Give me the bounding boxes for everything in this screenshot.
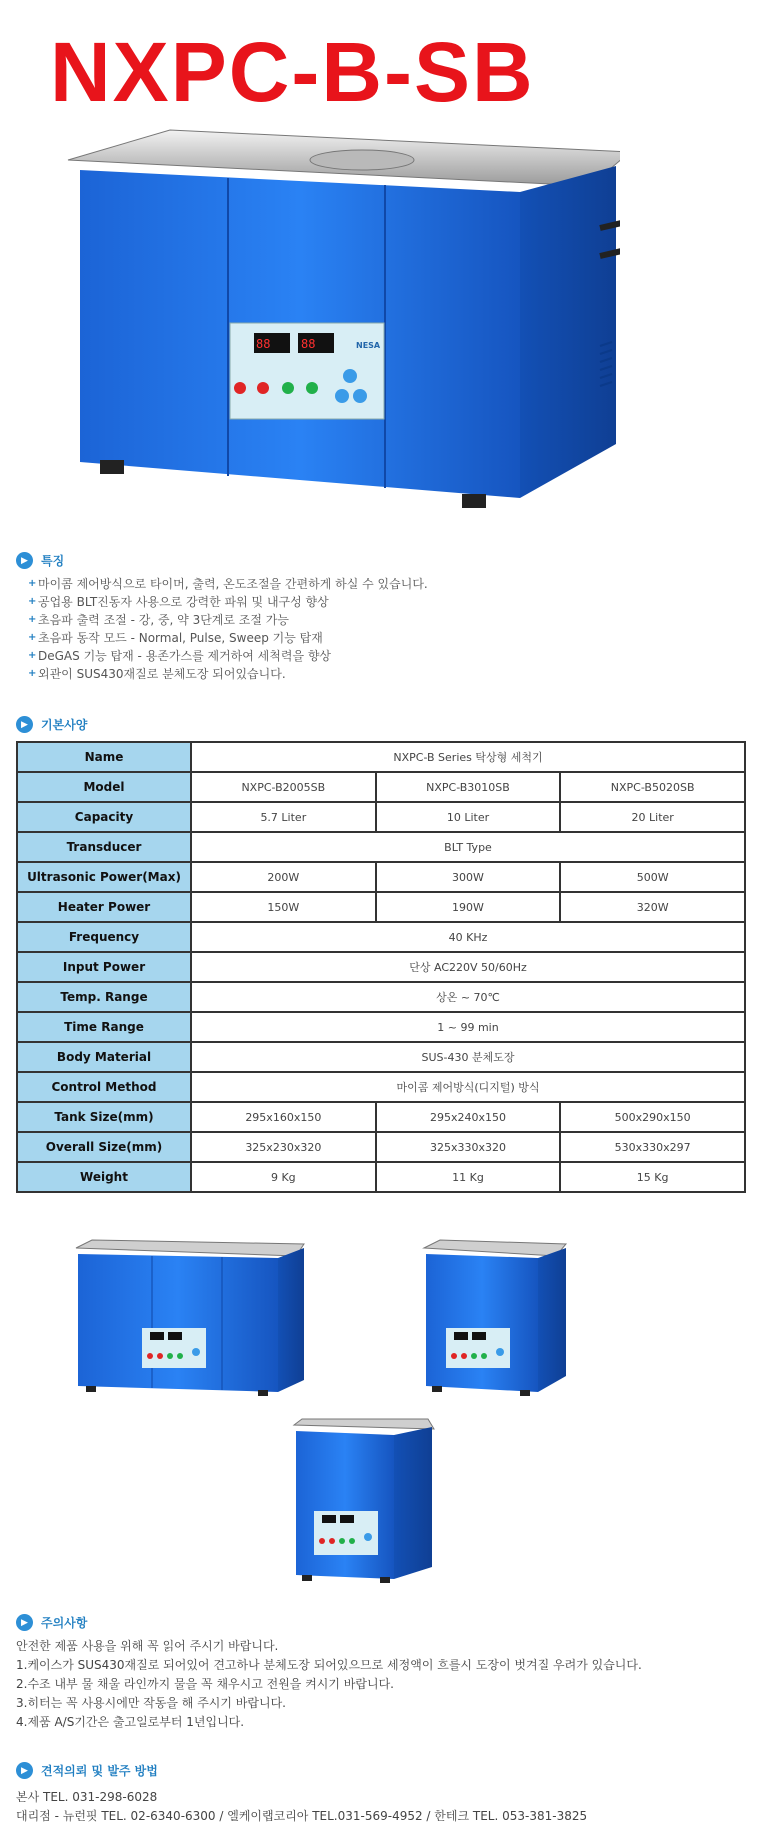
arrow-circle-icon: ▶ [16, 1614, 33, 1631]
arrow-circle-icon: ▶ [16, 1762, 33, 1779]
hero-product-image [60, 118, 620, 518]
table-row: Tank Size(mm) 295x160x150 295x240x150 500x290x150 [17, 1102, 745, 1132]
table-row: Body Material SUS-430 분체도장 [17, 1042, 745, 1072]
list-item: + 초음파 동작 모드 - Normal, Pulse, Sweep 기능 탑재 [28, 629, 428, 647]
features-list [28, 575, 428, 683]
order-heading: ▶ 견적의뢰 및 발주 방법 [16, 1762, 158, 1779]
arrow-circle-icon: ▶ [16, 716, 33, 733]
list-item: + 외관이 SUS430재질로 분체도장 되어있습니다. [28, 665, 428, 683]
table-row: Model NXPC-B2005SB NXPC-B3010SB NXPC-B5020SB [17, 772, 745, 802]
list-item: + DeGAS 기능 탑재 - 용존가스를 제거하여 세척력을 향상 [28, 647, 428, 665]
svg-text:88: 88 [256, 337, 271, 351]
list-item: + 공업용 BLT진동자 사용으로 강력한 파워 및 내구성 향상 [28, 593, 428, 611]
table-row: Capacity 5.7 Liter 10 Liter 20 Liter [17, 802, 745, 832]
table-row: Overall Size(mm) 325x230x320 325x330x320 530x330x297 [17, 1132, 745, 1162]
contact-info [16, 1788, 587, 1826]
spec-table [16, 741, 746, 1193]
product-image-small [290, 1415, 438, 1585]
caution-heading: ▶ 주의사항 [16, 1614, 87, 1631]
list-item: + 초음파 출력 조절 - 강, 중, 약 3단계로 조절 가능 [28, 611, 428, 629]
features-heading: ▶ 특징 [16, 552, 64, 569]
table-row: Temp. Range 상온 ~ 70℃ [17, 982, 745, 1012]
product-title: NXPC-B-SB [50, 25, 535, 119]
table-row: Input Power 단상 AC220V 50/60Hz [17, 952, 745, 982]
spec-heading: ▶ 기본사양 [16, 716, 87, 733]
product-image-medium [420, 1236, 570, 1400]
table-row: Heater Power 150W 190W 320W [17, 892, 745, 922]
table-row: Weight 9 Kg 11 Kg 15 Kg [17, 1162, 745, 1192]
table-row: Name NXPC-B Series 탁상형 세척기 [17, 742, 745, 772]
arrow-circle-icon: ▶ [16, 552, 33, 569]
list-item: 안전한 제품 사용을 위해 꼭 읽어 주시기 바랍니다. [16, 1639, 279, 1653]
product-image-large [72, 1236, 308, 1400]
table-row: Transducer BLT Type [17, 832, 745, 862]
caution-notes [16, 1637, 642, 1732]
list-item: 2.수조 내부 물 채울 라인까지 물을 꼭 채우시고 전원을 켜시기 바랍니다. [16, 1677, 394, 1691]
list-item: 본사 TEL. 031-298-6028 [16, 1790, 158, 1804]
table-row: Ultrasonic Power(Max) 200W 300W 500W [17, 862, 745, 892]
svg-text:88: 88 [301, 337, 316, 351]
list-item: 3.히터는 꼭 사용시에만 작동을 해 주시기 바랍니다. [16, 1696, 286, 1710]
svg-text:NESA: NESA [356, 341, 381, 350]
table-row: Control Method 마이콤 제어방식(디지털) 방식 [17, 1072, 745, 1102]
table-row: Frequency 40 KHz [17, 922, 745, 952]
list-item: 1.케이스가 SUS430재질로 되어있어 견고하나 분체도장 되어있으므로 세정액이 흐를시 도장이 벗겨질 우려가 있습니다. [16, 1658, 642, 1672]
list-item: + 마이콤 제어방식으로 타이머, 출력, 온도조절을 간편하게 하실 수 있습니다. [28, 575, 428, 593]
list-item: 대리점 - 뉴런핏 TEL. 02-6340-6300 / 엘케이랩코리아 TEL.031-569-4952 / 한테크 TEL. 053-381-3825 [16, 1809, 588, 1823]
table-row: Time Range 1 ~ 99 min [17, 1012, 745, 1042]
list-item: 4.제품 A/S기간은 출고일로부터 1년입니다. [16, 1715, 245, 1729]
